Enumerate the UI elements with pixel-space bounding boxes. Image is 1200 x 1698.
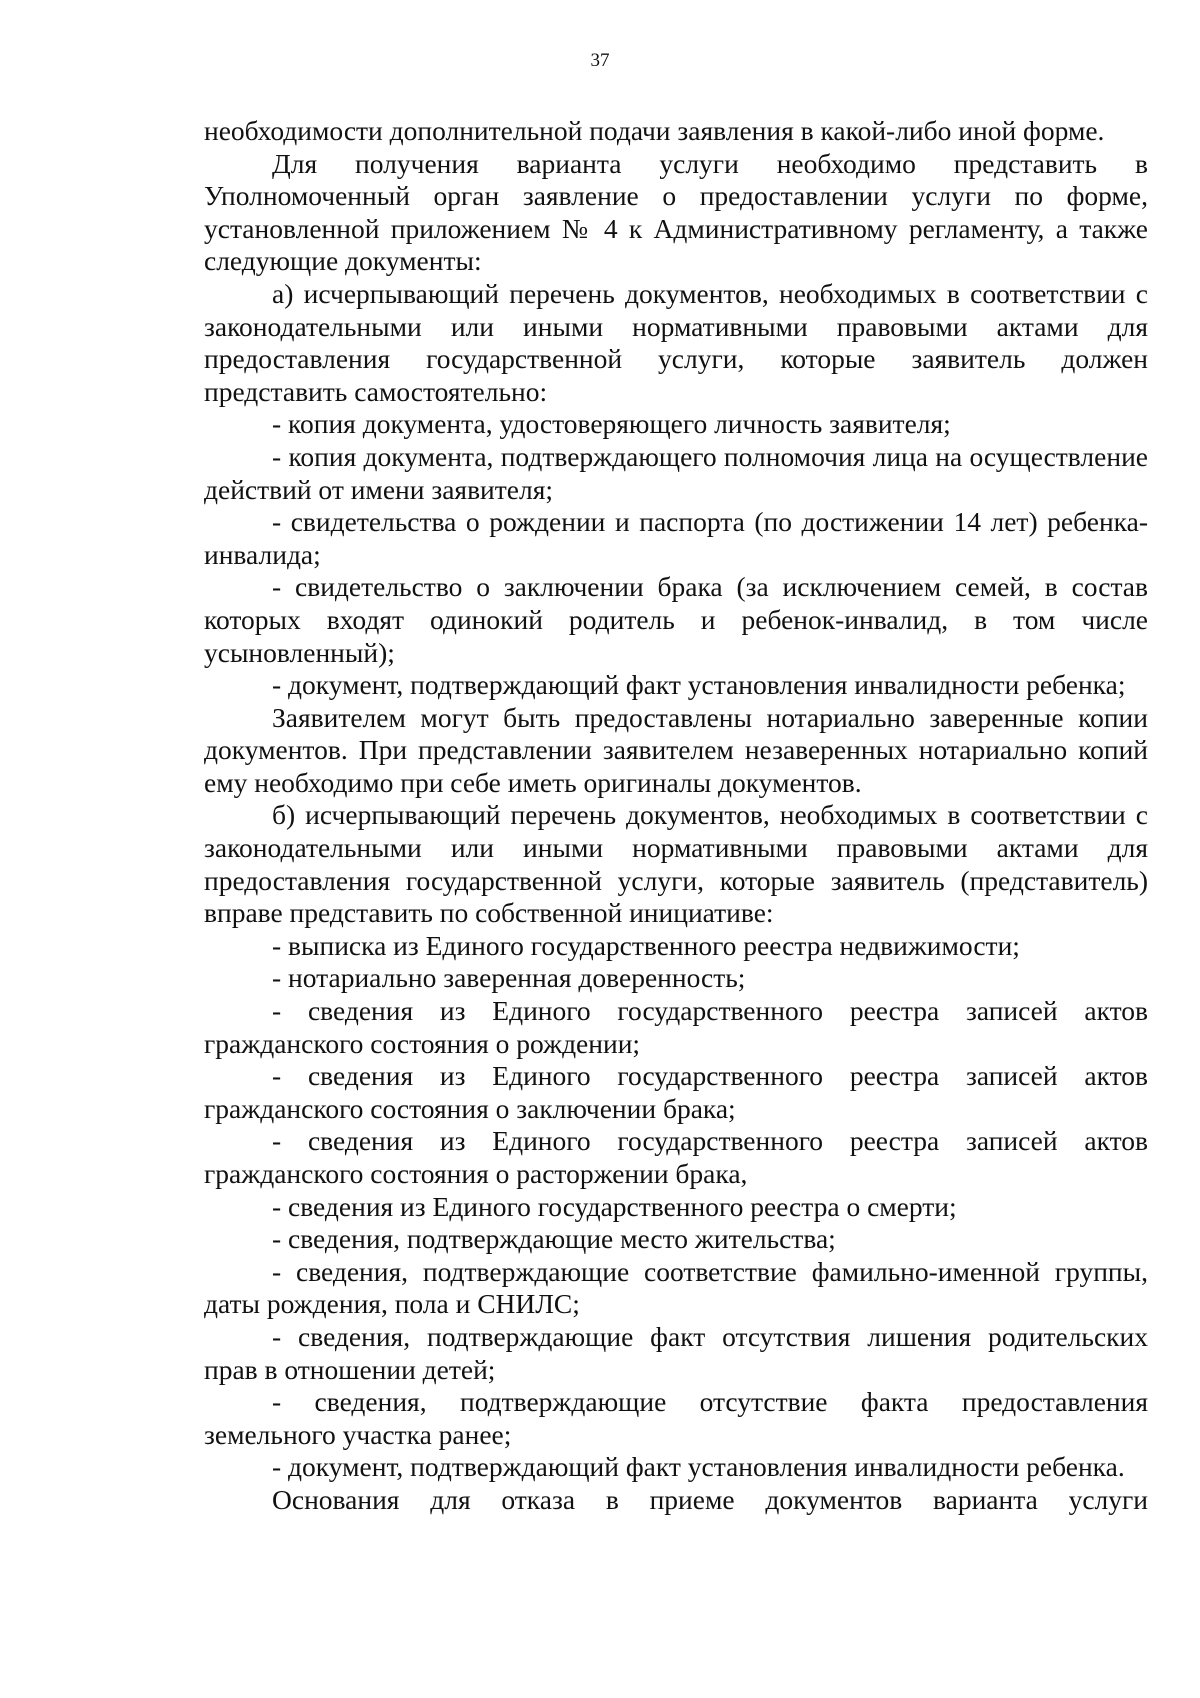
document-body — [204, 115, 1148, 1517]
page-number: 37 — [590, 50, 610, 71]
list-item-disability-document-2: - документ, подтверждающий факт установления инвалидности ребенка. — [272, 1451, 1125, 1483]
list-item-parental-rights-info: - сведения, подтверждающие факт отсутствия лишения родительских прав в отношении детей; — [204, 1320, 1148, 1385]
list-item-authority-copy: - копия документа, подтверждающего полномочия лица на осуществление действий от имени заявителя; — [204, 440, 1148, 505]
paragraph-optional-documents-intro: б) исчерпывающий перечень документов, необходимых в соответствии с законодательными или иными нормативными правовыми актами для предоставления государственной услуги, которые заявитель (представитель) вправе представить по собственной инициативе: — [204, 799, 1148, 929]
list-item-birth-records: - сведения из Единого государственного реестра записей актов гражданского состояния о рождении; — [204, 995, 1148, 1059]
paragraph-notarized-copies: Заявителем могут быть предоставлены нотариально заверенные копии документов. При представлении заявителем незаверенных нотариально копий ему необходимо при себе иметь оригиналы документов. — [204, 701, 1148, 798]
list-item-power-of-attorney: - нотариально заверенная доверенность; — [272, 962, 746, 994]
list-item-marriage-records: - сведения из Единого государственного реестра записей актов гражданского состояния о заключении брака; — [204, 1060, 1148, 1124]
paragraph-application-requirements: Для получения варианта услуги необходимо представить в Уполномоченный орган заявление о предоставлении услуги по форме, установленной приложением № 4 к Административному регламенту, а также следующие документы: — [204, 147, 1148, 277]
list-item-marriage-certificate: - свидетельство о заключении брака (за исключением семей, в состав которых входят одинокий родитель и ребенок-инвалид, в том числе усыновленный); — [204, 571, 1148, 668]
list-item-death-records: - сведения из Единого государственного реестра о смерти; — [272, 1190, 957, 1222]
list-item-identity-copy: - копия документа, удостоверяющего личность заявителя; — [272, 408, 951, 440]
list-item-real-estate-extract: - выписка из Единого государственного реестра недвижимости; — [272, 929, 1020, 961]
paragraph-mandatory-documents-intro: а) исчерпывающий перечень документов, необходимых в соответствии с законодательными или иными нормативными правовыми актами для предоставления государственной услуги, которые заявитель должен представить самостоятельно: — [204, 277, 1148, 407]
list-item-divorce-records: - сведения из Единого государственного реестра записей актов гражданского состояния о расторжении брака, — [204, 1125, 1148, 1189]
paragraph-refusal-grounds: Основания для отказа в приеме документов варианта услуги — [272, 1483, 1148, 1515]
list-item-snils-info: - сведения, подтверждающие соответствие фамильно-именной группы, даты рождения, пола и СНИЛС; — [204, 1255, 1148, 1320]
list-item-birth-certificate: - свидетельства о рождении и паспорта (по достижении 14 лет) ребенка-инвалида; — [204, 506, 1148, 570]
list-item-disability-document: - документ, подтверждающий факт установления инвалидности ребенка; — [272, 669, 1126, 701]
paragraph-continuation: необходимости дополнительной подачи заявления в какой-либо иной форме. — [204, 115, 1105, 146]
list-item-land-plot-info: - сведения, подтверждающие отсутствие факта предоставления земельного участка ранее; — [204, 1386, 1148, 1450]
list-item-residence-info: - сведения, подтверждающие место жительства; — [272, 1223, 836, 1255]
